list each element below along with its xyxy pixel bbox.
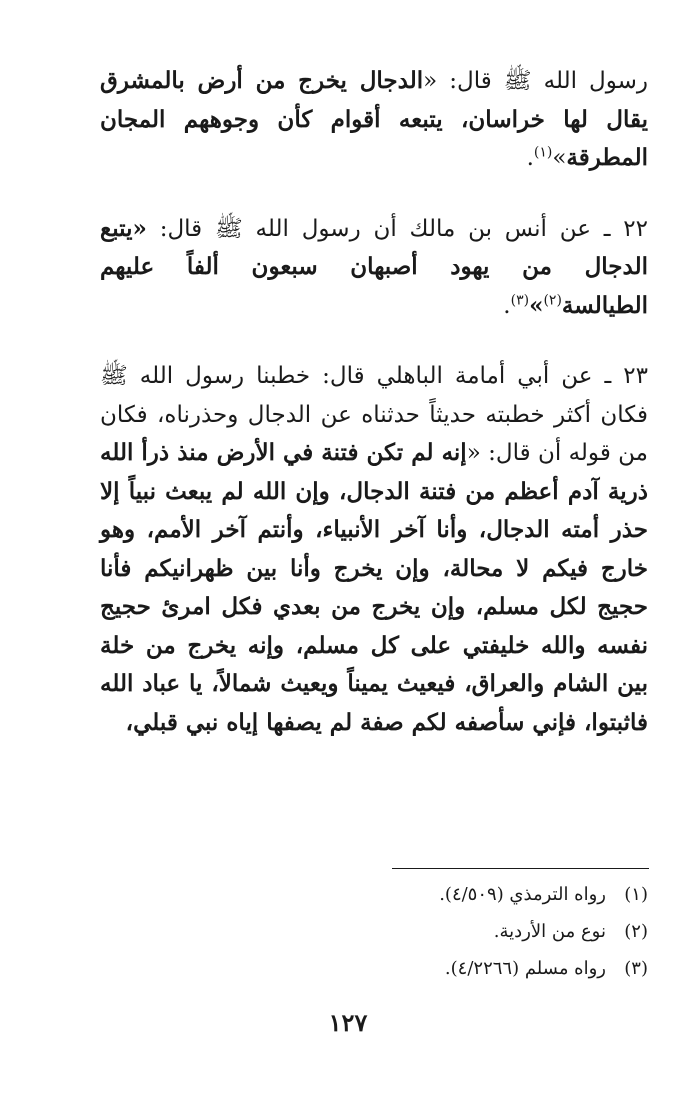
footnote-divider — [392, 868, 649, 869]
footnote-3 — [100, 950, 648, 987]
paragraph-1-end: . — [526, 145, 534, 171]
footnote-ref-3: (٣) — [510, 291, 530, 308]
footnotes — [100, 876, 648, 987]
footnote-1 — [100, 876, 648, 913]
paragraph-1-intro: رسول الله ﷺ قال: « — [423, 68, 648, 94]
footnote-1-text: رواه الترمذي (٤/٥٠٩). — [439, 884, 606, 905]
paragraph-2 — [100, 210, 648, 326]
paragraph-1 — [100, 62, 648, 178]
footnote-1-number: (١) — [624, 884, 648, 905]
footnote-2-number: (٢) — [624, 921, 648, 942]
quote-close-2: » — [529, 291, 544, 319]
hadith-quote-2: «يتبع الدجال من يهود أصبهان سبعون ألفاً عليهم الطيالسة — [100, 214, 648, 319]
paragraph-2-end: . — [503, 292, 511, 319]
footnote-3-number: (٣) — [624, 958, 648, 979]
paragraph-3 — [100, 357, 648, 742]
footnote-3-text: رواه مسلم (٤/٢٢٦٦). — [444, 958, 606, 979]
footnote-ref-2: (٢) — [543, 291, 562, 308]
quote-close-1: » — [552, 145, 567, 171]
paragraph-2-intro: ٢٢ ـ عن أنس بن مالك أن رسول الله ﷺ قال: — [146, 215, 648, 242]
footnote-2 — [100, 913, 648, 950]
footnote-ref-1: (١) — [533, 144, 553, 161]
footnote-2-text: نوع من الأردية. — [493, 921, 606, 942]
hadith-quote-1: الدجال يخرج من أرض بالمشرق يقال لها خراسان، يتبعه أقوام كأن وجوههم المجان المطرقة — [100, 67, 648, 171]
hadith-quote-3: إنه لم تكن فتنة في الأرض منذ ذرأ الله ذرية آدم أعظم من فتنة الدجال، وإن الله لم يبعث نبياً إلا حذر أمته الدجال، وأنا آخر الأنبياء، وأنتم آخر الأمم، وهو خارج فيكم لا محالة، وإن يخرج وأنا بين ظهرانيكم فأنا حجيج لكل مسلم، وإن يخرج من بعدي فكل امرئ حجيج نفسه والله خليفتي على كل مسلم، وإنه يخرج من خلة بين الشام والعراق، فيعيث يميناً ويعيث شمالاً، يا عباد الله فاثبتوا، فإني سأصفه لكم صفة لم يصفها إياه نبي قبلي، — [100, 439, 648, 736]
page-number: ١٢٧ — [328, 1008, 368, 1037]
paragraph-3-intro: ٢٣ ـ عن أبي أمامة الباهلي قال: خطبنا رسول الله ﷺ فكان أكثر خطبته حديثاً حدثناه عن الدجال وحذرناه، فكان من قوله أن قال: « — [100, 363, 648, 466]
page-body — [100, 62, 648, 742]
